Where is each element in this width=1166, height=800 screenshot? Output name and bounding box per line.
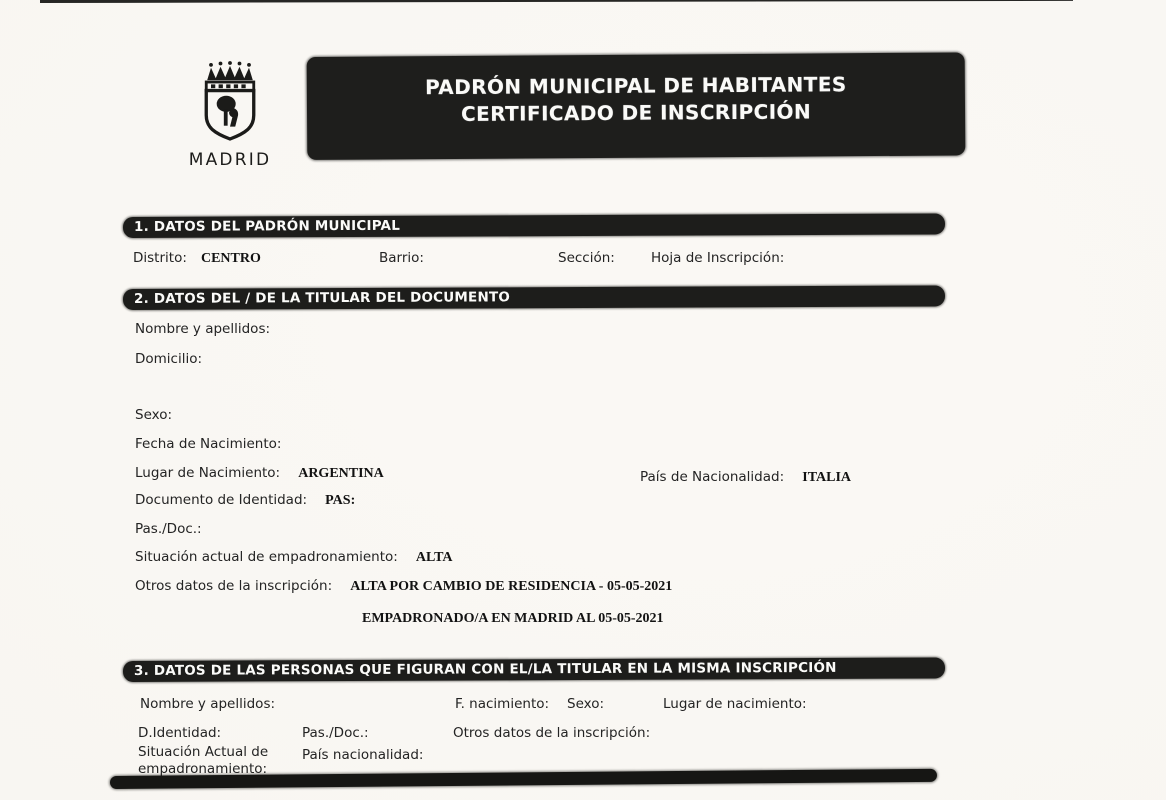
field-p-lugar-nacimiento	[663, 693, 807, 712]
fecha-nacimiento-label: Fecha de Nacimiento:	[135, 436, 282, 452]
document-title-line1: PADRÓN MUNICIPAL DE HABITANTES	[424, 71, 847, 99]
document-title-bar	[307, 52, 966, 160]
field-situacion-actual	[135, 546, 453, 566]
p-f-nacimiento-label: F. nacimiento:	[455, 696, 550, 712]
p-sexo-label: Sexo:	[567, 696, 605, 712]
field-distrito	[133, 247, 261, 267]
p-d-identidad-label: D.Identidad:	[138, 725, 222, 741]
field-p-f-nacimiento	[455, 693, 549, 712]
field-documento-identidad	[135, 489, 355, 509]
field-otros-datos-line2	[362, 607, 664, 627]
madrid-logo	[178, 60, 282, 170]
seccion-label: Sección:	[558, 250, 615, 266]
section1-header-bar: 1. DATOS DEL PADRÓN MUNICIPAL	[123, 213, 945, 238]
field-fecha-nacimiento	[135, 433, 281, 452]
p-pais-nacionalidad-label: País nacionalidad:	[302, 747, 424, 763]
sexo-label: Sexo:	[135, 407, 173, 423]
p-pas-doc-label: Pas./Doc.:	[302, 725, 369, 741]
field-p-pas-doc	[302, 722, 369, 741]
field-p-pais-nacionalidad	[302, 744, 423, 763]
field-pas-doc	[135, 518, 202, 537]
field-seccion	[558, 247, 615, 266]
hoja-inscripcion-label: Hoja de Inscripción:	[651, 250, 785, 266]
logo-city-name: MADRID	[188, 150, 272, 170]
field-p-sexo	[567, 693, 604, 712]
nombre-apellidos-label: Nombre y apellidos:	[135, 321, 271, 337]
otros-datos-value-line1: ALTA POR CAMBIO DE RESIDENCIA - 05-05-2021	[350, 579, 673, 594]
field-p-nombre	[140, 693, 275, 712]
field-nombre-apellidos	[135, 318, 270, 337]
field-lugar-nacimiento	[135, 462, 384, 482]
documento-identidad-value: PAS:	[325, 493, 356, 508]
field-sexo	[135, 404, 172, 423]
field-p-otros-datos	[453, 722, 650, 741]
situacion-actual-label: Situación actual de empadronamiento:	[135, 549, 398, 565]
field-otros-datos	[135, 575, 672, 595]
madrid-coat-of-arms-icon	[192, 60, 268, 142]
field-barrio	[379, 247, 424, 266]
pais-nacionalidad-value: ITALIA	[802, 470, 852, 485]
top-rule	[40, 0, 1073, 3]
field-pais-nacionalidad	[640, 466, 851, 486]
document-title-line2: CERTIFICADO DE INSCRIPCIÓN	[460, 98, 812, 126]
lugar-nacimiento-label: Lugar de Nacimiento:	[135, 465, 281, 481]
pais-nacionalidad-label: País de Nacionalidad:	[640, 469, 785, 485]
domicilio-label: Domicilio:	[135, 351, 203, 367]
situacion-actual-value: ALTA	[415, 550, 453, 565]
field-p-d-identidad	[138, 722, 221, 741]
lugar-nacimiento-value: ARGENTINA	[298, 466, 384, 481]
otros-datos-value-line2: EMPADRONADO/A EN MADRID AL 05-05-2021	[362, 611, 664, 626]
distrito-value: CENTRO	[200, 251, 261, 266]
section2-header-bar: 2. DATOS DEL / DE LA TITULAR DEL DOCUMENTO	[123, 285, 945, 310]
p-otros-datos-label: Otros datos de la inscripción:	[453, 725, 651, 741]
section3-header-bar: 3. DATOS DE LAS PERSONAS QUE FIGURAN CON EL/LA TITULAR EN LA MISMA INSCRIPCIÓN	[123, 657, 945, 682]
documento-identidad-label: Documento de Identidad:	[135, 492, 308, 508]
pas-doc-label: Pas./Doc.:	[135, 521, 202, 537]
p-nombre-label: Nombre y apellidos:	[140, 696, 276, 712]
distrito-label: Distrito:	[133, 250, 187, 266]
barrio-label: Barrio:	[379, 250, 424, 266]
field-domicilio	[135, 348, 202, 367]
field-hoja-inscripcion	[651, 247, 784, 266]
p-situacion-actual-label: Situación Actual de empadronamiento:	[138, 744, 269, 777]
otros-datos-label: Otros datos de la inscripción:	[135, 578, 333, 594]
p-lugar-nacimiento-label: Lugar de nacimiento:	[663, 696, 807, 712]
